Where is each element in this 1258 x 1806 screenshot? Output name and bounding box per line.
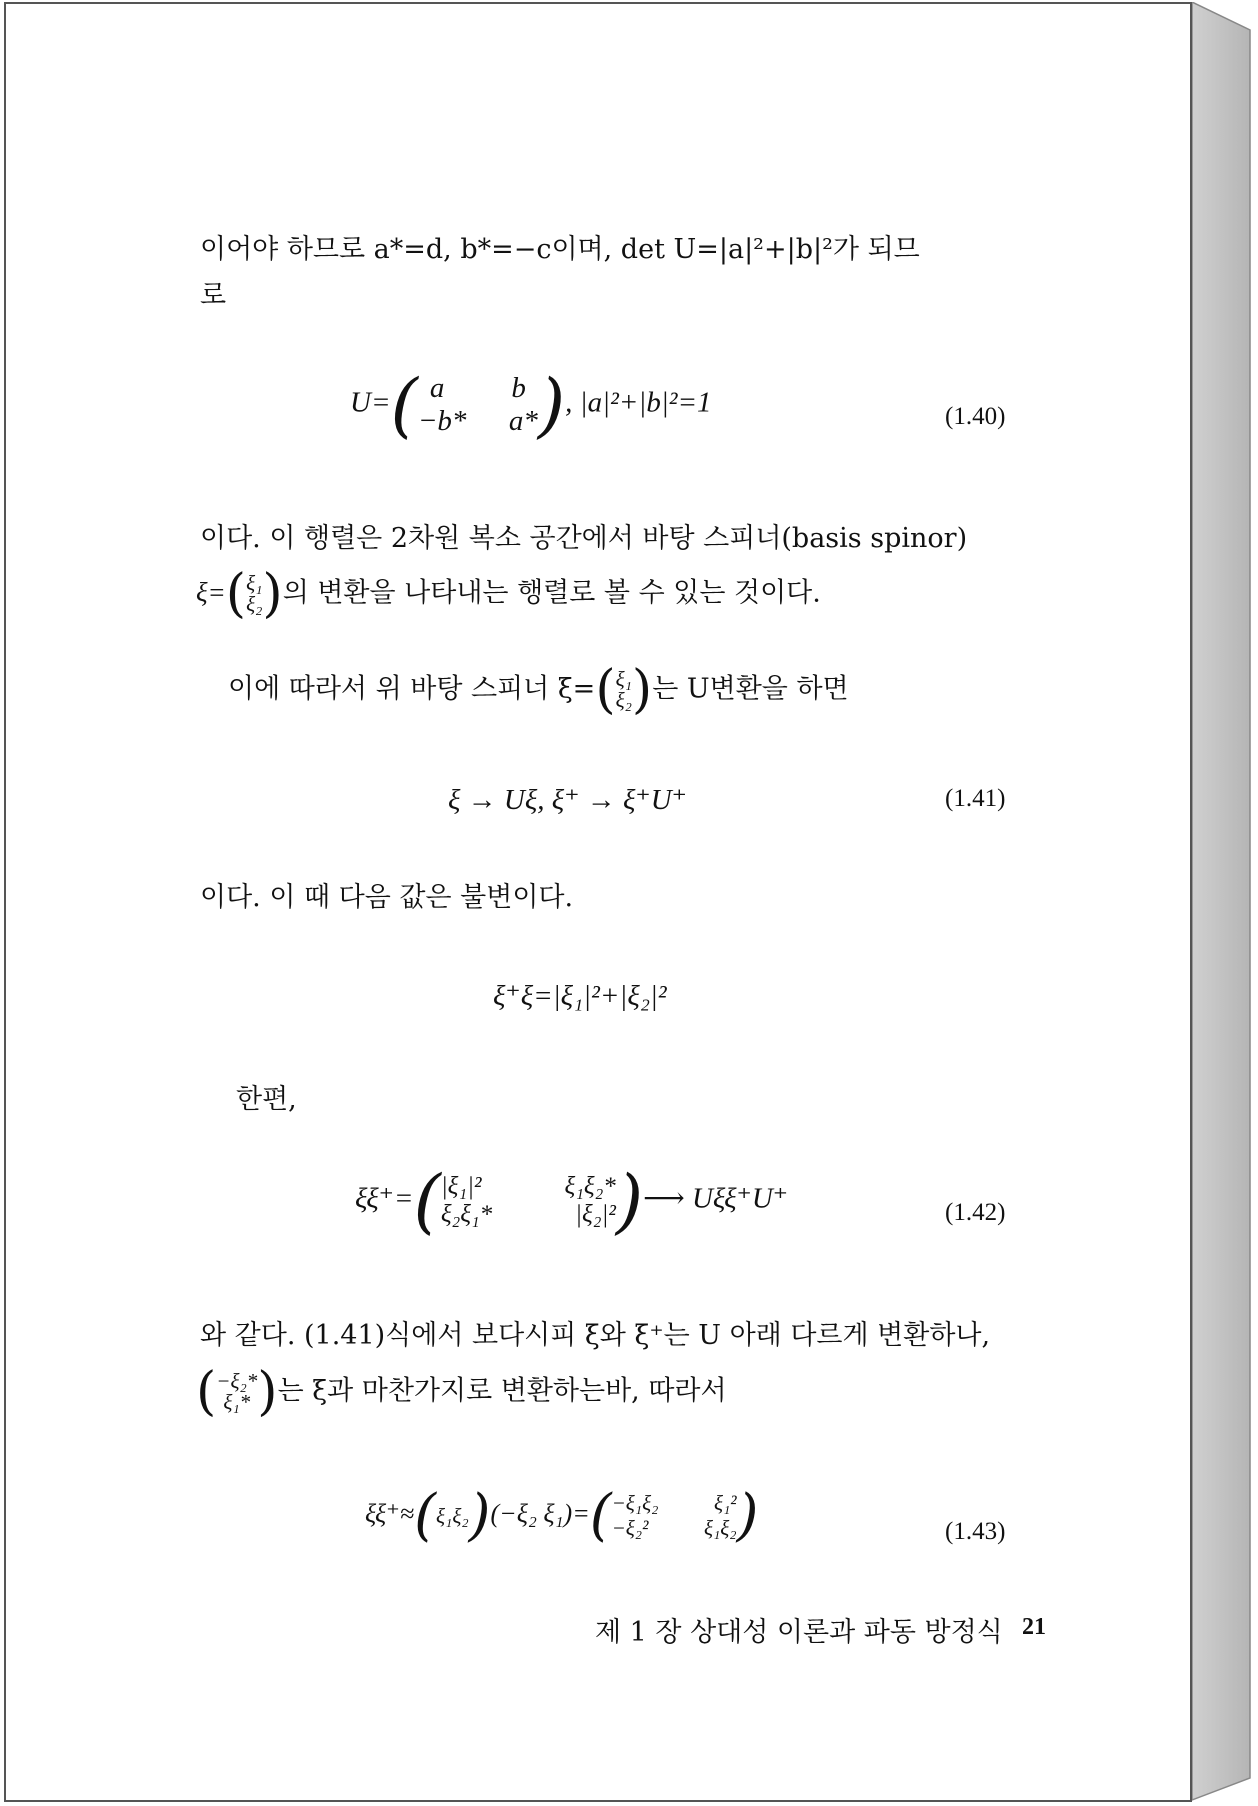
- left-paren: (: [414, 1483, 437, 1548]
- paragraph-5: 한편,: [236, 1084, 297, 1115]
- page-number: 21: [1022, 1614, 1046, 1640]
- eq-rhs: ⟶ Uξξ⁺U⁺: [643, 1182, 789, 1215]
- eq-lhs: U=: [350, 386, 391, 419]
- paragraph-2-line-1: 이다. 이 행렬은 2차원 복소 공간에서 바탕 스피너(basis spinor): [200, 523, 968, 554]
- matrix-entry: ξ₁ξ₂: [704, 1516, 737, 1540]
- equation-number: (1.41): [945, 785, 1006, 812]
- matrix-entry: −ξ₂²: [611, 1516, 649, 1540]
- paragraph-1-line-1: 이어야 하므로 a*=d, b*=−c이며, det U=|a|²+|b|²가 되므: [200, 234, 920, 265]
- conjugate-vector: [216, 1371, 257, 1413]
- paragraph-text: 는 U변환을 하면: [652, 673, 849, 705]
- matrix-entry: a*: [508, 405, 538, 437]
- vector-entry: ξ₂: [246, 592, 263, 616]
- matrix-2x2: [418, 372, 538, 438]
- right-paren: ): [631, 660, 653, 720]
- paragraph-text: 의 변환을 나타내는 행렬로 볼 수 있는 것이다.: [282, 577, 821, 609]
- equation-number: (1.42): [945, 1199, 1006, 1226]
- column-vector: [436, 1504, 469, 1529]
- paragraph-text: 는 ξ과 마찬가지로 변환하는바, 따라서: [277, 1375, 727, 1407]
- matrix-entry: |ξ₂|²: [575, 1201, 616, 1228]
- vector-entry: ξ₁*: [223, 1390, 251, 1414]
- matrix-entry: −b*: [417, 405, 467, 437]
- vector-entry: ξ₂: [452, 1503, 469, 1528]
- matrix-entry: ξ₁²: [714, 1491, 737, 1515]
- eq-lhs: ξξ⁺≈: [365, 1498, 415, 1528]
- right-paren: ): [257, 1362, 278, 1422]
- matrix-entry: |ξ₁|²: [440, 1173, 482, 1200]
- page-edge-shadow: [1192, 2, 1258, 1802]
- matrix-entry: ξ₁ξ₂*: [564, 1173, 616, 1200]
- left-paren: (: [390, 364, 418, 446]
- equation-number: (1.43): [945, 1518, 1006, 1545]
- paragraph-1-line-2: 로: [200, 280, 227, 311]
- left-paren: (: [196, 1362, 217, 1422]
- paragraph-2-line-2: [196, 564, 821, 624]
- paragraph-6-line-1: 와 같다. (1.41)식에서 보다시피 ξ와 ξ⁺는 U 아래 다르게 변환하나,: [200, 1320, 991, 1351]
- vector-entry: −ξ₂*: [216, 1369, 258, 1393]
- invariant-equation: ξ⁺ξ=|ξ₁|²+|ξ₂|²: [493, 980, 667, 1012]
- matrix-entry: −ξ₁ξ₂: [611, 1491, 659, 1515]
- right-paren: ): [615, 1160, 644, 1242]
- left-paren: (: [413, 1160, 441, 1242]
- paragraph-6-line-2: [196, 1362, 727, 1422]
- xi-vector: [616, 669, 632, 711]
- paragraph-text: 이에 따라서 위 바탕 스피너 ξ=: [228, 673, 596, 705]
- left-paren: (: [595, 660, 616, 720]
- matrix-2x2: [612, 1491, 737, 1541]
- equation-1-42: [355, 1160, 789, 1242]
- vector-entry: ξ₁: [436, 1503, 453, 1528]
- vector-entry: ξ₁: [246, 571, 263, 595]
- equation-1-43: [365, 1483, 759, 1548]
- left-paren: (: [589, 1483, 612, 1548]
- vector-entry: ξ₂: [615, 688, 632, 712]
- paragraph-4: 이다. 이 때 다음 값은 불변이다.: [200, 882, 574, 913]
- right-paren: ): [736, 1483, 759, 1548]
- eq-lhs: ξξ⁺=: [355, 1182, 414, 1215]
- equation-1-40: [350, 364, 712, 446]
- xi-symbol: ξ=: [196, 577, 226, 608]
- paragraph-3: [228, 660, 849, 720]
- matrix-2x2: [441, 1173, 616, 1229]
- right-paren: ): [262, 564, 283, 624]
- right-paren: ): [468, 1483, 491, 1548]
- equation-number: (1.40): [945, 403, 1006, 430]
- row-vector: (−ξ₂ ξ₁)=: [490, 1498, 590, 1528]
- xi-vector: [246, 573, 262, 615]
- vector-entry: ξ₁: [615, 667, 632, 691]
- matrix-entry: a: [429, 372, 445, 404]
- equation-1-41: ξ → Uξ, ξ⁺ → ξ⁺U⁺: [448, 784, 687, 816]
- left-paren: (: [225, 564, 247, 624]
- matrix-entry: ξ₂ξ₁*: [440, 1201, 493, 1228]
- chapter-footer: 제 1 장 상대성 이론과 파동 방정식: [595, 1617, 1003, 1648]
- eq-rhs: , |a|²+|b|²=1: [565, 386, 712, 419]
- right-paren: ): [537, 364, 566, 446]
- matrix-entry: b: [511, 372, 526, 404]
